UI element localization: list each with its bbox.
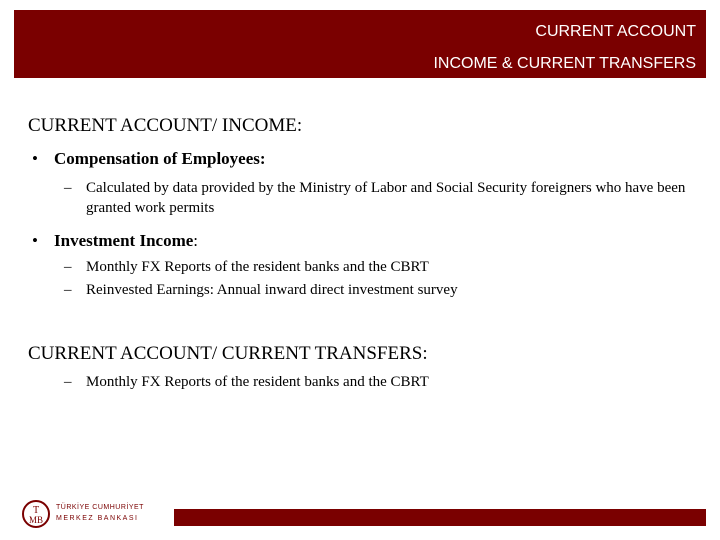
dash-marker: – <box>64 282 72 298</box>
compensation-detail: Calculated by data provided by the Ministry of Labor and Social Security foreigners who have been granted work permits <box>86 180 686 216</box>
sub-item-compensation <box>64 178 704 218</box>
sub-item-fx-reports <box>64 257 664 277</box>
investment-label: Investment Income <box>54 231 194 250</box>
logo-text-line1: TÜRKİYE CUMHURİYET <box>56 504 144 511</box>
bullet-dot: • <box>32 231 38 250</box>
fx-reports-detail: Monthly FX Reports of the resident banks and the CBRT <box>86 259 429 275</box>
header-title-line1: CURRENT ACCOUNT <box>535 23 696 40</box>
dash-marker: – <box>64 180 72 196</box>
sub-item-reinvested <box>64 280 664 300</box>
cbrt-logo <box>20 498 170 530</box>
header-title-line2: INCOME & CURRENT TRANSFERS <box>433 55 696 72</box>
income-section-heading: CURRENT ACCOUNT/ INCOME: <box>28 115 303 136</box>
sub-item-transfers-fx <box>64 372 664 392</box>
transfers-section-heading: CURRENT ACCOUNT/ CURRENT TRANSFERS: <box>28 343 428 364</box>
svg-text:MB: MB <box>28 515 44 525</box>
svg-text:T: T <box>32 505 40 516</box>
bullet-compensation <box>32 149 266 169</box>
reinvested-detail: Reinvested Earnings: Annual inward direct investment survey <box>86 282 458 298</box>
bullet-dot: • <box>32 149 38 168</box>
transfers-fx-detail: Monthly FX Reports of the resident banks and the CBRT <box>86 374 429 390</box>
bullet-investment <box>32 231 198 251</box>
dash-marker: – <box>64 259 72 275</box>
logo-text-line2: MERKEZ BANKASI <box>56 515 139 522</box>
compensation-label: Compensation of Employees: <box>54 149 266 168</box>
cbrt-logo-icon <box>20 498 52 530</box>
dash-marker: – <box>64 374 72 390</box>
header-band <box>14 10 706 78</box>
investment-colon: : <box>193 231 199 250</box>
footer-bar <box>174 509 706 526</box>
